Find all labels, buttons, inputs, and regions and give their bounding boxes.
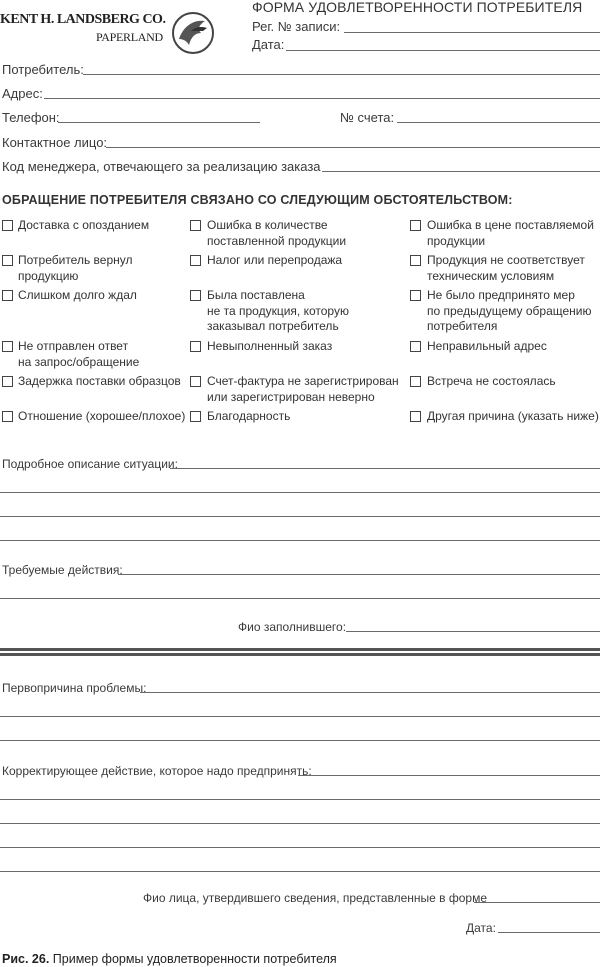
corrective-action-line[interactable]: [0, 799, 600, 800]
approval-date-field[interactable]: [498, 932, 600, 933]
address-label: Адрес:: [2, 86, 43, 101]
bird-logo-icon: [171, 11, 215, 55]
option-waited-too-long: Слишком долго ждал: [18, 288, 137, 302]
corrective-action-field[interactable]: [298, 775, 600, 776]
consumer-label: Потребитель:: [2, 62, 84, 77]
phone-field[interactable]: [58, 122, 260, 123]
option-unfulfilled-order: Невыполненный заказ: [207, 339, 333, 353]
approved-by-field[interactable]: [474, 902, 600, 903]
corrective-action-label: Корректирующее действие, которое надо предпринять:: [2, 764, 312, 778]
checkbox-sample-delay[interactable]: [2, 376, 13, 387]
section-divider: [0, 648, 600, 651]
option-product-returned: Потребитель вернул продукцию: [18, 253, 133, 283]
root-cause-label: Первопричина проблемы:: [2, 681, 147, 695]
option-no-measures: Не было предпринято мер по предыдущему обращению потребителя: [427, 288, 592, 333]
root-cause-field[interactable]: [140, 692, 600, 693]
option-quantity-error: Ошибка в количестве поставленной продукции: [207, 218, 347, 248]
checkbox-no-measures[interactable]: [410, 290, 421, 301]
option-tax-resale: Налог или перепродажа: [207, 253, 343, 267]
actions-label: Требуемые действия:: [2, 563, 123, 577]
actions-field[interactable]: [118, 574, 600, 575]
root-cause-line[interactable]: [0, 716, 600, 717]
root-cause-line[interactable]: [0, 740, 600, 741]
manager-code-field[interactable]: [322, 171, 600, 172]
option-other-reason: Другая причина (указать ниже): [427, 409, 599, 423]
description-line[interactable]: [0, 516, 600, 517]
corrective-action-line[interactable]: [0, 871, 600, 872]
phone-label: Телефон:: [2, 110, 60, 125]
checkbox-spec-mismatch[interactable]: [410, 255, 421, 266]
description-line[interactable]: [0, 492, 600, 493]
header-date-label: Дата:: [252, 37, 285, 52]
checkbox-attitude[interactable]: [2, 411, 13, 422]
option-no-response: Не отправлен ответ на запрос/обращение: [18, 339, 140, 369]
option-attitude: Отношение (хорошее/плохое): [18, 409, 186, 423]
figure-number: Рис. 26.: [2, 952, 50, 966]
filled-by-label: Фио заполнившего:: [238, 620, 347, 634]
figure-caption-text: Пример формы удовлетворенности потребителя: [49, 952, 337, 966]
contact-field[interactable]: [106, 147, 600, 148]
section-divider: [0, 653, 600, 656]
corrective-action-line[interactable]: [0, 847, 600, 848]
checkbox-invoice-error[interactable]: [190, 376, 201, 387]
reg-number-label: Рег. № записи:: [252, 19, 341, 34]
checkbox-other-reason[interactable]: [410, 411, 421, 422]
checkbox-waited-too-long[interactable]: [2, 290, 13, 301]
account-label: № счета:: [340, 110, 395, 125]
brand-name: KENT H. LANDSBERG CO.: [0, 12, 166, 27]
option-invoice-error: Счет-фактура не зарегистрирован или зарегистрирован неверно: [207, 374, 399, 404]
contact-label: Контактное лицо:: [2, 135, 108, 150]
option-late-delivery: Доставка с опозданием: [18, 218, 150, 232]
checkbox-late-delivery[interactable]: [2, 220, 13, 231]
checkbox-tax-resale[interactable]: [190, 255, 201, 266]
option-price-error: Ошибка в цене поставляемой продукции: [427, 218, 594, 248]
figure-caption: [2, 952, 337, 966]
section-title: ОБРАЩЕНИЕ ПОТРЕБИТЕЛЯ СВЯЗАНО СО СЛЕДУЮЩИМ ОБСТОЯТЕЛЬСТВОМ:: [2, 193, 513, 207]
account-field[interactable]: [397, 122, 600, 123]
checkbox-meeting-failed[interactable]: [410, 376, 421, 387]
header-date-field[interactable]: [286, 50, 600, 51]
description-line[interactable]: [0, 540, 600, 541]
checkbox-wrong-product[interactable]: [190, 290, 201, 301]
approval-date-label: Дата:: [466, 921, 496, 935]
manager-code-label: Код менеджера, отвечающего за реализацию заказа: [2, 159, 321, 174]
checkbox-wrong-address[interactable]: [410, 341, 421, 352]
actions-line[interactable]: [0, 598, 600, 599]
checkbox-gratitude[interactable]: [190, 411, 201, 422]
reg-number-field[interactable]: [344, 32, 600, 33]
option-spec-mismatch: Продукция не соответствует техническим условиям: [427, 253, 585, 283]
option-wrong-address: Неправильный адрес: [427, 339, 547, 353]
option-gratitude: Благодарность: [207, 409, 291, 423]
checkbox-quantity-error[interactable]: [190, 220, 201, 231]
corrective-action-line[interactable]: [0, 823, 600, 824]
option-meeting-failed: Встреча не состоялась: [427, 374, 556, 388]
checkbox-product-returned[interactable]: [2, 255, 13, 266]
filled-by-field[interactable]: [346, 631, 600, 632]
address-field[interactable]: [44, 98, 600, 99]
option-sample-delay: Задержка поставки образцов: [18, 374, 181, 388]
checkbox-unfulfilled-order[interactable]: [190, 341, 201, 352]
approved-by-label: Фио лица, утвердившего сведения, представленные в форме: [143, 891, 488, 905]
checkbox-no-response[interactable]: [2, 341, 13, 352]
form-title: ФОРМА УДОВЛЕТВОРЕННОСТИ ПОТРЕБИТЕЛЯ: [252, 0, 583, 15]
checkbox-price-error[interactable]: [410, 220, 421, 231]
consumer-field[interactable]: [83, 74, 600, 75]
option-wrong-product: Была поставлена не та продукция, которую заказывал потребитель: [207, 288, 349, 333]
brand-subname: PAPERLAND: [96, 30, 163, 44]
description-label: Подробное описание ситуации:: [2, 457, 178, 471]
description-field[interactable]: [170, 468, 600, 469]
